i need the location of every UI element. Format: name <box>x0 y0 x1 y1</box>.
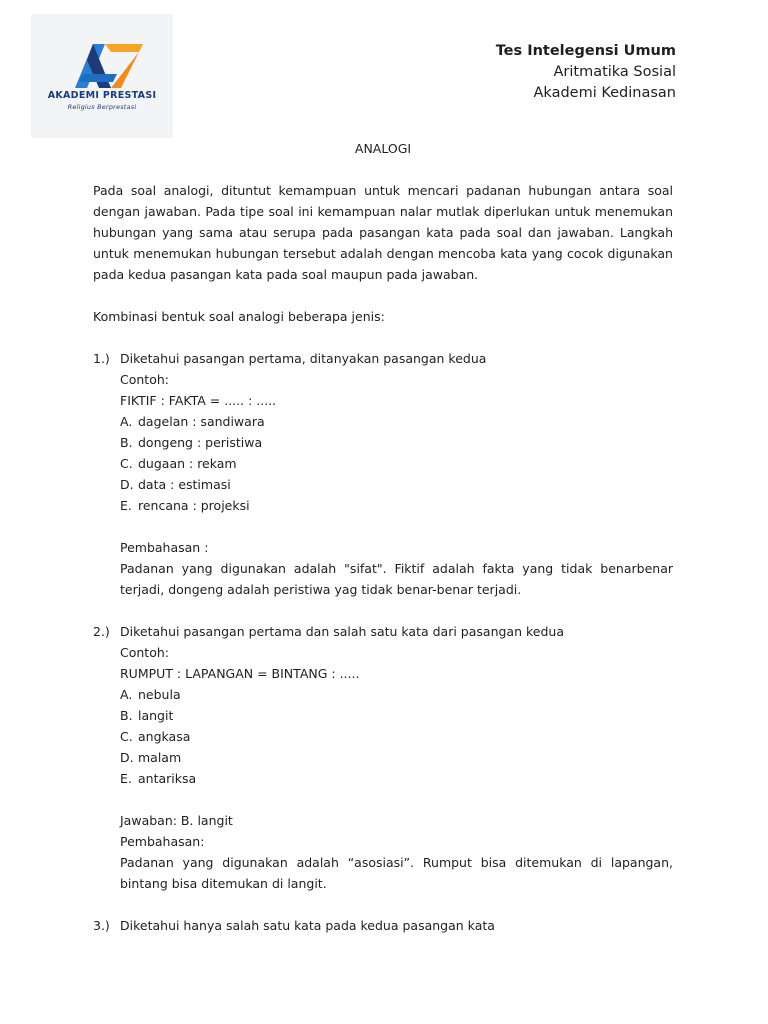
discussion-label: Pembahasan: <box>120 834 205 849</box>
item-heading: Diketahui pasangan pertama, ditanyakan pasangan kedua <box>120 351 487 366</box>
example-question: RUMPUT : LAPANGAN = BINTANG : ..... <box>120 666 360 681</box>
option: B. dongeng : peristiwa <box>120 435 263 450</box>
list-item-1 <box>93 348 673 600</box>
option: A. dagelan : sandiwara <box>120 414 265 429</box>
list-item-3 <box>93 915 673 936</box>
document-body <box>93 138 673 936</box>
logo-tagline: Religius Berprestasi <box>67 103 137 111</box>
option: A. nebula <box>120 687 181 702</box>
option: E. rencana : projeksi <box>120 498 250 513</box>
header <box>496 41 676 104</box>
list-item-2 <box>93 621 673 894</box>
doc-title: ANALOGI <box>354 141 412 156</box>
answer-text: Jawaban: B. langit <box>120 813 233 828</box>
intro-paragraph: Pada soal analogi, dituntut kemampuan untuk mencari padanan hubungan antara soal dengan jawaban. Pada tipe soal ini kemampuan nalar mutlak diperlukan untuk menemukan hubungan yang sama atau serupa pada pasangan kata pada soal dan jawaban. Langkah untuk menemukan hubungan tersebut adalah dengan mencoba kata yang cocok digunakan pada kedua pasangan kata pada soal maupun pada jawaban. <box>93 183 673 282</box>
item-heading: Diketahui pasangan pertama dan salah satu kata dari pasangan kedua <box>120 624 564 639</box>
header-title: Tes Intelegensi Umum <box>495 43 676 59</box>
item-number: 3.) <box>93 918 110 933</box>
example-label: Contoh: <box>120 372 169 387</box>
option: B. langit <box>120 708 174 723</box>
example-label: Contoh: <box>120 645 169 660</box>
example-question: FIKTIF : FAKTA = ..... : ..... <box>120 393 277 408</box>
item-heading: Diketahui hanya salah satu kata pada kedua pasangan kata <box>120 918 495 933</box>
combination-text: Kombinasi bentuk soal analogi beberapa jenis: <box>93 309 385 324</box>
option: D. data : estimasi <box>120 477 231 492</box>
option: C. angkasa <box>120 729 191 744</box>
logo-name: AKADEMI PRESTASI <box>47 90 157 101</box>
option: E. antariksa <box>120 771 197 786</box>
logo <box>31 14 173 138</box>
header-subject: Aritmatika Sosial <box>553 64 676 80</box>
item-number: 1.) <box>93 351 110 366</box>
item-number: 2.) <box>93 624 110 639</box>
discussion-text: Padanan yang digunakan adalah “asosiasi”. Rumput bisa ditemukan di lapangan, bintang bisa ditemukan di langit. <box>120 855 673 891</box>
option: C. dugaan : rekam <box>120 456 237 471</box>
header-institution: Akademi Kedinasan <box>533 85 676 101</box>
akademi-prestasi-logo-icon <box>65 40 145 90</box>
option: D. malam <box>120 750 182 765</box>
discussion-label: Pembahasan : <box>120 540 209 555</box>
discussion-text: Padanan yang digunakan adalah "sifat". Fiktif adalah fakta yang tidak benarbenar terjadi, dongeng adalah peristiwa yag tidak benar-benar terjadi. <box>120 561 673 597</box>
